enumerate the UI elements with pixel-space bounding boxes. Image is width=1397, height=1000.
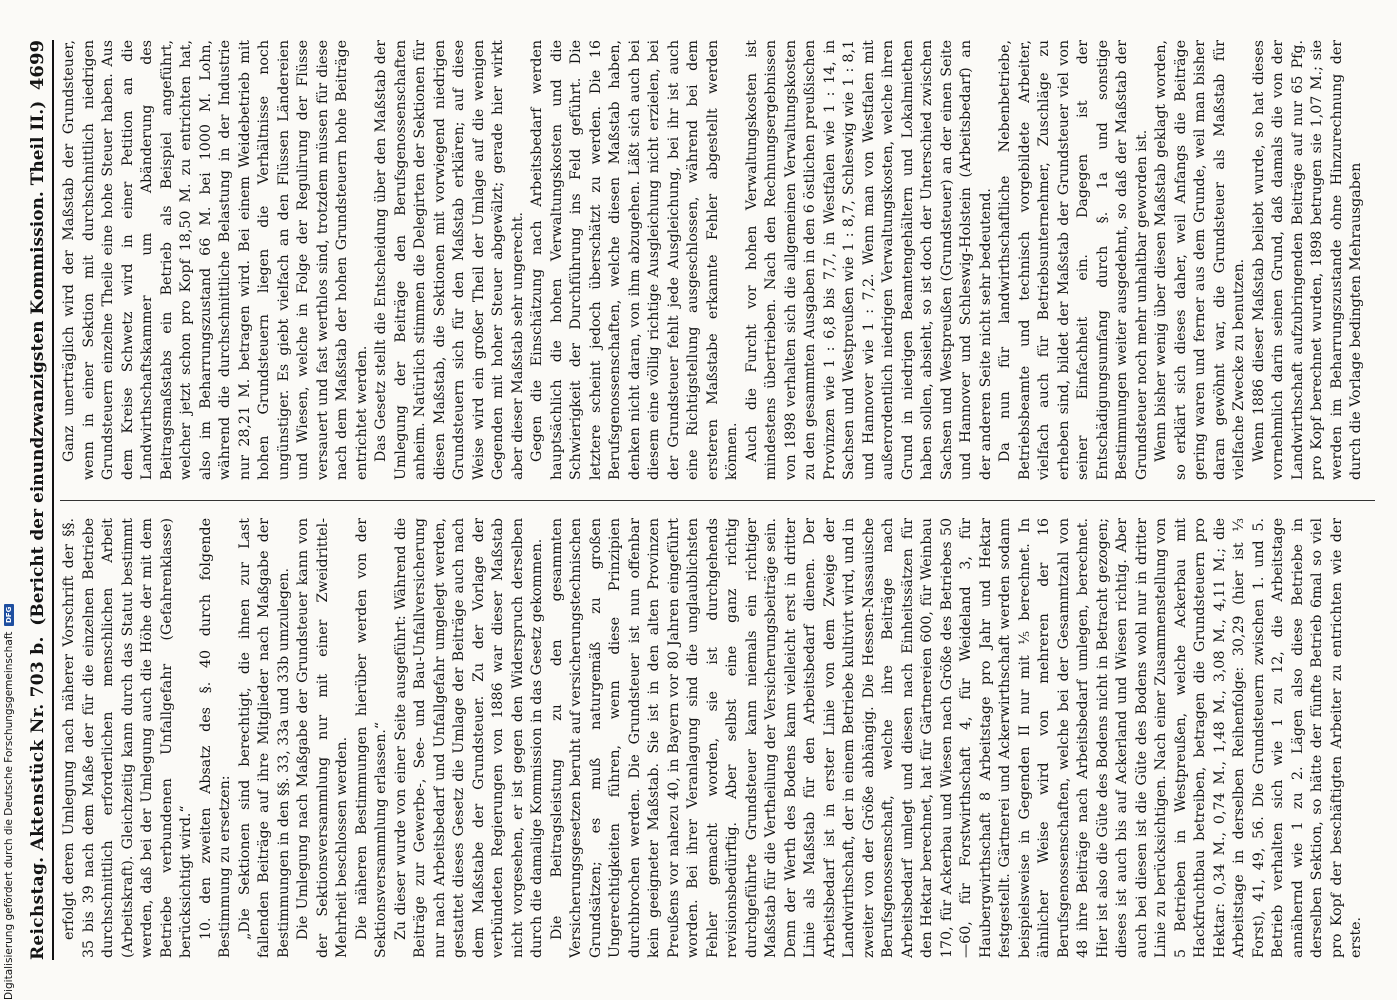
paragraph: Die näheren Bestimmungen hierüber werden von der Sektionsversammlung erlassen.“	[353, 518, 389, 958]
paragraph: Die Umlegung nach Maßgabe der Grundsteuer kann von der Sektionsversammlung nur mit einer Zweidrittel-Mehrheit beschlossen werden.	[295, 518, 350, 958]
paragraph: 10. den zweiten Absatz des §. 40 durch folgende Bestimmung zu ersetzen:	[197, 518, 233, 958]
paragraph: Auch die Furcht vor hohen Verwaltungskosten ist mindestens übertrieben. Nach den Rechnungsergebnissen von 1898 verhalten sich die allgemeinen Verwaltungskosten zu den gesammten Ausgaben in den 6 östlichen preußischen Provinzen wie 1 : 6,8 bis 7,7, in Westfalen wie 1 : 14, in Sachsen und Westpreußen wie 1 : 8,7, Schleswig wie 1 : 8,1 und Hannover wie 1 : 7,2. Wenn man von Westfalen mit außerordentlich niedrigen Verwaltungskosten, welche ihren Grund in niedrigen Beamtengehältern und Lokalmiethen haben sollen, absieht, so ist doch der Unterschied zwischen Sachsen und Westpreußen (Grundsteuer) an der einen Seite und Hannover und Schleswig-Holstein (Arbeitsbedarf) an der anderen Seite nicht sehr bedeutend.	[743, 40, 994, 480]
paragraph: Ganz unerträglich wird der Maßstab der Grundsteuer, wenn in einer Sektion mit durchschnittlich niedrigen Grundsteuern einzelne Theile eine hohe Steuer haben. Aus dem Kreise Schwetz wird in einer Petition an die Landwirthschaftskammer um Abänderung des Beitragsmaßstabs ein Betrieb als Beispiel angeführt, welcher jetzt schon pro Kopf 18,50 M. zu entrichten hat, also im Beharrungszustand 66 M. bei 1000 M. Lohn, während die durchschnittliche Belastung in der Industrie nur 28,21 M. betragen wird. Bei einem Weidebetrieb mit hohen Grundsteuern liegen die Verhältnisse noch ungünstiger. Es giebt vielfach an den Flüssen Ländereien und Wiesen, welche in Folge der Regulirung der Flüsse versauert und fast werthlos sind, trotzdem müssen für diese nach dem Maßstab der hohen Grundsteuern hohe Beiträge entrichtet werden.	[61, 40, 370, 480]
paragraph: Gegen die Einschätzung nach Arbeitsbedarf werden hauptsächlich die hohen Verwaltungskosten und die Schwierigkeit der Durchführung ins Feld geführt. Die letztere scheint jedoch überschätzt zu werden. Die 16 Berufsgenossenschaften, welche diesen Maßstab haben, denken nicht daran, von ihm abzugehen. Läßt sich auch bei diesem eine völlig richtige Ausgleichung nicht erzielen, bei der Grundsteuer fehlt jede Ausgleichung, bei ihr ist auch eine Richtigstellung ausgeschlossen, während bei dem ersteren Maßstabe erkannte Fehler abgestellt werden können.	[529, 40, 740, 480]
paragraph: erfolgt deren Umlegung nach näherer Vorschrift der §§. 35 bis 39 nach dem Maße der für die einzelnen Betriebe durchschnittlich erforderlichen menschlichen Arbeit (Arbeitskraft). Gleichzeitig kann durch das Statut bestimmt werden, daß bei der Umlegung auch die Höhe der mit dem Betriebe verbundenen Unfallgefahr (Gefahrenklasse) berücksichtigt wird.“	[61, 518, 194, 958]
paragraph: „Die Sektionen sind berechtigt, die ihnen zur Last fallenden Beiträge auf ihre Mitglieder nach Maßgabe der Bestimmungen in den §§. 33, 33a und 33b umzulegen.	[236, 518, 292, 958]
header-left: Reichstag. Aktenstück Nr. 703 b.	[28, 636, 48, 960]
running-header	[14, 40, 54, 960]
paragraph: Wenn 1886 dieser Maßstab beliebt wurde, so hat dieses vornehmlich darin seinen Grund, daß damals die von der Landwirthschaft aufzubringenden Beiträge auf nur 65 Pfg. pro Kopf berechnet wurden, 1898 betrugen sie 1,07 M.; sie werden im Beharrungszustande ohne Hinzurechnung der durch die Vorlage bedingten Mehrausgaben	[1250, 40, 1364, 480]
column-divider	[60, 500, 1375, 501]
digitization-footer	[4, 0, 14, 1000]
page-number: 4699	[27, 40, 48, 91]
paragraph: Zu dieser wurde von einer Seite ausgeführt: Während die Beiträge zur Gewerbe-, See- und Bau-Unfallversicherung nur nach Arbeitsbedarf und Unfallgefahr umgelegt werden, gestattet dieses Gesetz die Umlage der Beiträge auch nach dem Maßstabe der Grundsteuer. Zu der Vorlage der verbündeten Regierungen von 1886 war dieser Maßstab nicht vorgesehen, er ist gegen den Widerspruch derselben durch die damalige Kommission in das Gesetz gekommen.	[392, 518, 545, 958]
dfg-logo-icon: DFG	[4, 604, 14, 626]
paragraph: Das Gesetz stellt die Entscheidung über den Maßstab der Umlegung der Beiträge den Berufsgenossenschaften anheim. Natürlich stimmen die Delegirten der Sektionen für diesen Maßstab, die Sektionen mit vorwiegend niedrigen Grundsteuern sich für den Maßstab erklären; auf diese Weise wird ein großer Theil der Umlage auf die wenigen Gegenden mit hoher Steuer abgewälzt; gerade hier wirkt aber dieser Maßstab sehr ungerecht.	[373, 40, 526, 480]
header-middle: (Bericht der einundzwanzigsten Kommission. Theil II.)	[28, 100, 48, 626]
paragraph: Da nun für landwirthschaftliche Nebenbetriebe, Betriebsbeamte und technisch vorgebildete Arbeiter, vielfach auch für Betriebsunternehmer, Zuschläge zu erheben sind, bildet der Maßstab der Grundsteuer viel von seiner Einfachheit ein. Dagegen ist der Entschädigungsumfang durch §. 1a und sonstige Bestimmungen weiter ausgedehnt, so daß der Maßstab der Grundsteuer noch mehr unhaltbar geworden ist.	[997, 40, 1150, 480]
column-right	[60, 40, 1370, 480]
column-left	[60, 518, 1370, 958]
paragraph: Wenn bisher wenig über diesen Maßstab geklagt worden, so erklärt sich dieses daher, weil Anfangs die Beiträge gering waren und ferner aus dem Grunde, weil man bisher daran gewöhnt war, die Grundsteuer als Maßstab für vielfache Zwecke zu benutzen.	[1153, 40, 1247, 480]
paragraph: Die Beitragsleistung zu den gesammten Versicherungsgesetzen beruht auf versicherungstechnischen Grundsätzen; es muß naturgemäß zu großen Ungerechtigkeiten führen, wenn diese Prinzipien durchbrochen werden. Die Grundsteuer ist nun offenbar kein geeigneter Maßstab. Sie ist in den alten Provinzen Preußens vor nahezu 40, in Bayern vor 80 Jahren eingeführt worden. Bei ihrer Veranlagung sind die unglaublichsten Fehler gemacht worden, sie ist durchgehends revisionsbedürftig. Aber selbst eine ganz richtig durchgeführte Grundsteuer kann niemals ein richtiger Maßstab für die Vertheilung der Versicherungsbeiträge sein. Denn der Werth des Bodens kann vielleicht erst in dritter Linie als Maßstab für den Arbeitsbedarf dienen. Der Arbeitsbedarf ist in erster Linie von dem Zweige der Landwirthschaft, der in einem Betriebe kultivirt wird, und in zweiter von der Größe abhängig. Die Hessen-Nassauische Berufsgenossenschaft, welche ihre Beiträge nach Arbeitsbedarf umlegt und diesen nach Einheitssätzen für den Hektar berechnet, hat für Gärtnereien 600, für Weinbau 170, für Ackerbau und Wiesen nach Größe des Betriebes 50—60, für Forstwirthschaft 4, für Weideland 3, für Haubergwirthschaft 8 Arbeitstage pro Jahr und Hektar festgestellt. Gärtnerei und Ackerwirthschaft werden sodann beispielsweise in Gegenden II nur mit ⅕ berechnet. In ähnlicher Weise wird von mehreren der 16 Berufsgenossenschaften, welche bei der Gesammtzahl von 48 ihre Beiträge nach Arbeitsbedarf umlegen, berechnet. Hier ist also die Güte des Bodens nicht in Betracht gezogen; dieses ist auch bis auf Ackerland und Wiesen richtig. Aber auch bei diesen ist die Güte des Bodens wohl nur in dritter Linie zu berücksichtigen. Nach einer Zusammenstellung von 5 Betrieben in Westpreußen, welche Ackerbau mit Hackfruchtbau betreiben, betragen die Grundsteuern pro Hektar: 0,34 M., 0,74 M., 1,48 M., 3,08 M., 4,11 M.; die Arbeitstage in derselben Reihenfolge: 30,29 (hier ist ⅓ Forst), 41, 49, 56. Die Grundsteuern zwischen 1. und 5. Betrieb verhalten sich wie 1 zu 12, die Arbeitstage annähernd wie 1 zu 2. Lägen also diese Betriebe in derselben Sektion, so hätte der fünfte Betrieb 6mal so viel pro Kopf der beschäftigten Arbeiter zu entrichten wie der erste.	[548, 518, 1364, 958]
footer-credit: Digitalisierung gefördert durch die Deutsche Forschungsgemeinschaft	[3, 631, 15, 1000]
